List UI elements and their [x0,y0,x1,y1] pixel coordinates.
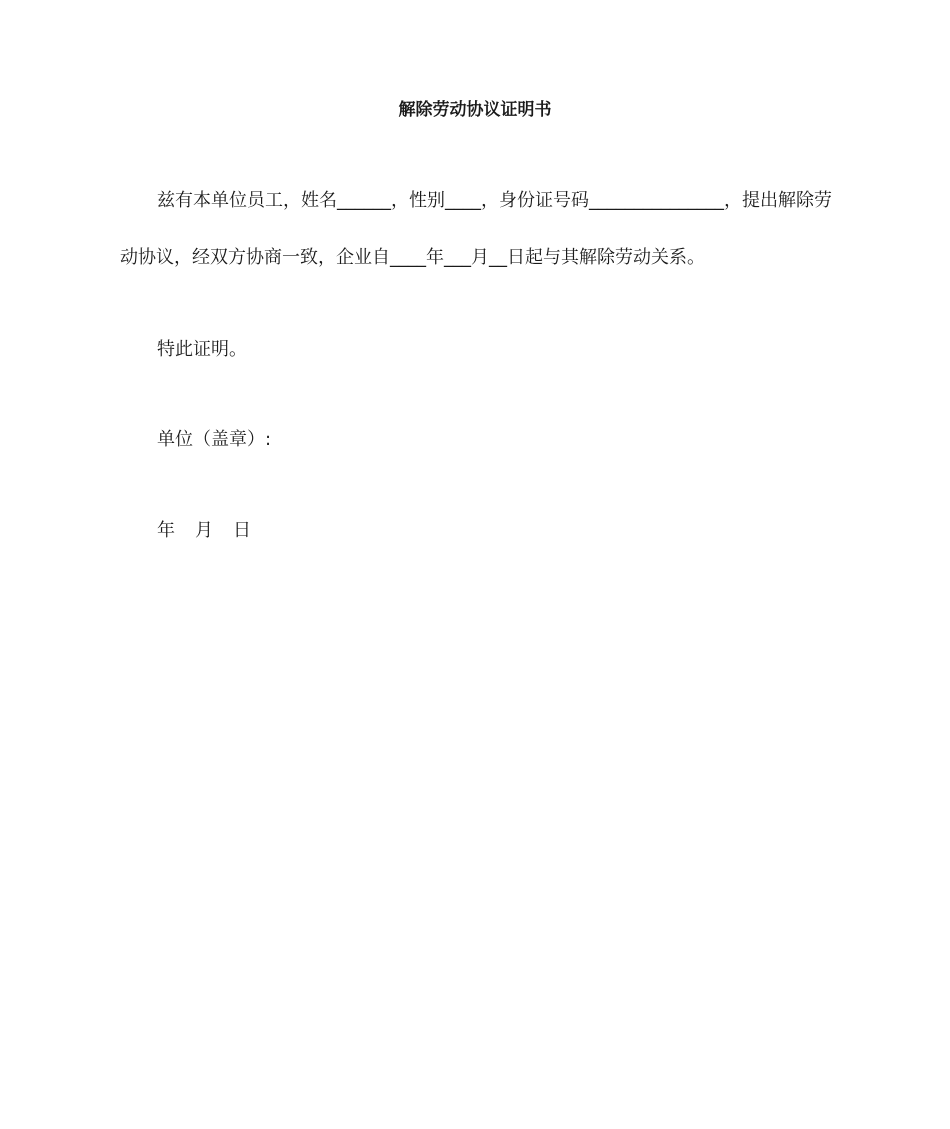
document-title: 解除劳动协议证明书 [398,100,552,120]
unit-seal-label: 单位（盖章）: [157,429,272,450]
certify-statement: 特此证明。 [157,339,247,360]
date-day-label: 日 [233,520,251,541]
date-line [157,518,251,544]
body-paragraph: 兹有本单位员工，姓名______，性别____，身份证号码_______________，提出解除劳动协议，经双方协商一致，企业自____年___月__日起与其解除劳动关系。 [120,190,832,268]
date-month-label: 月 [195,520,213,541]
date-year-label: 年 [157,520,175,541]
